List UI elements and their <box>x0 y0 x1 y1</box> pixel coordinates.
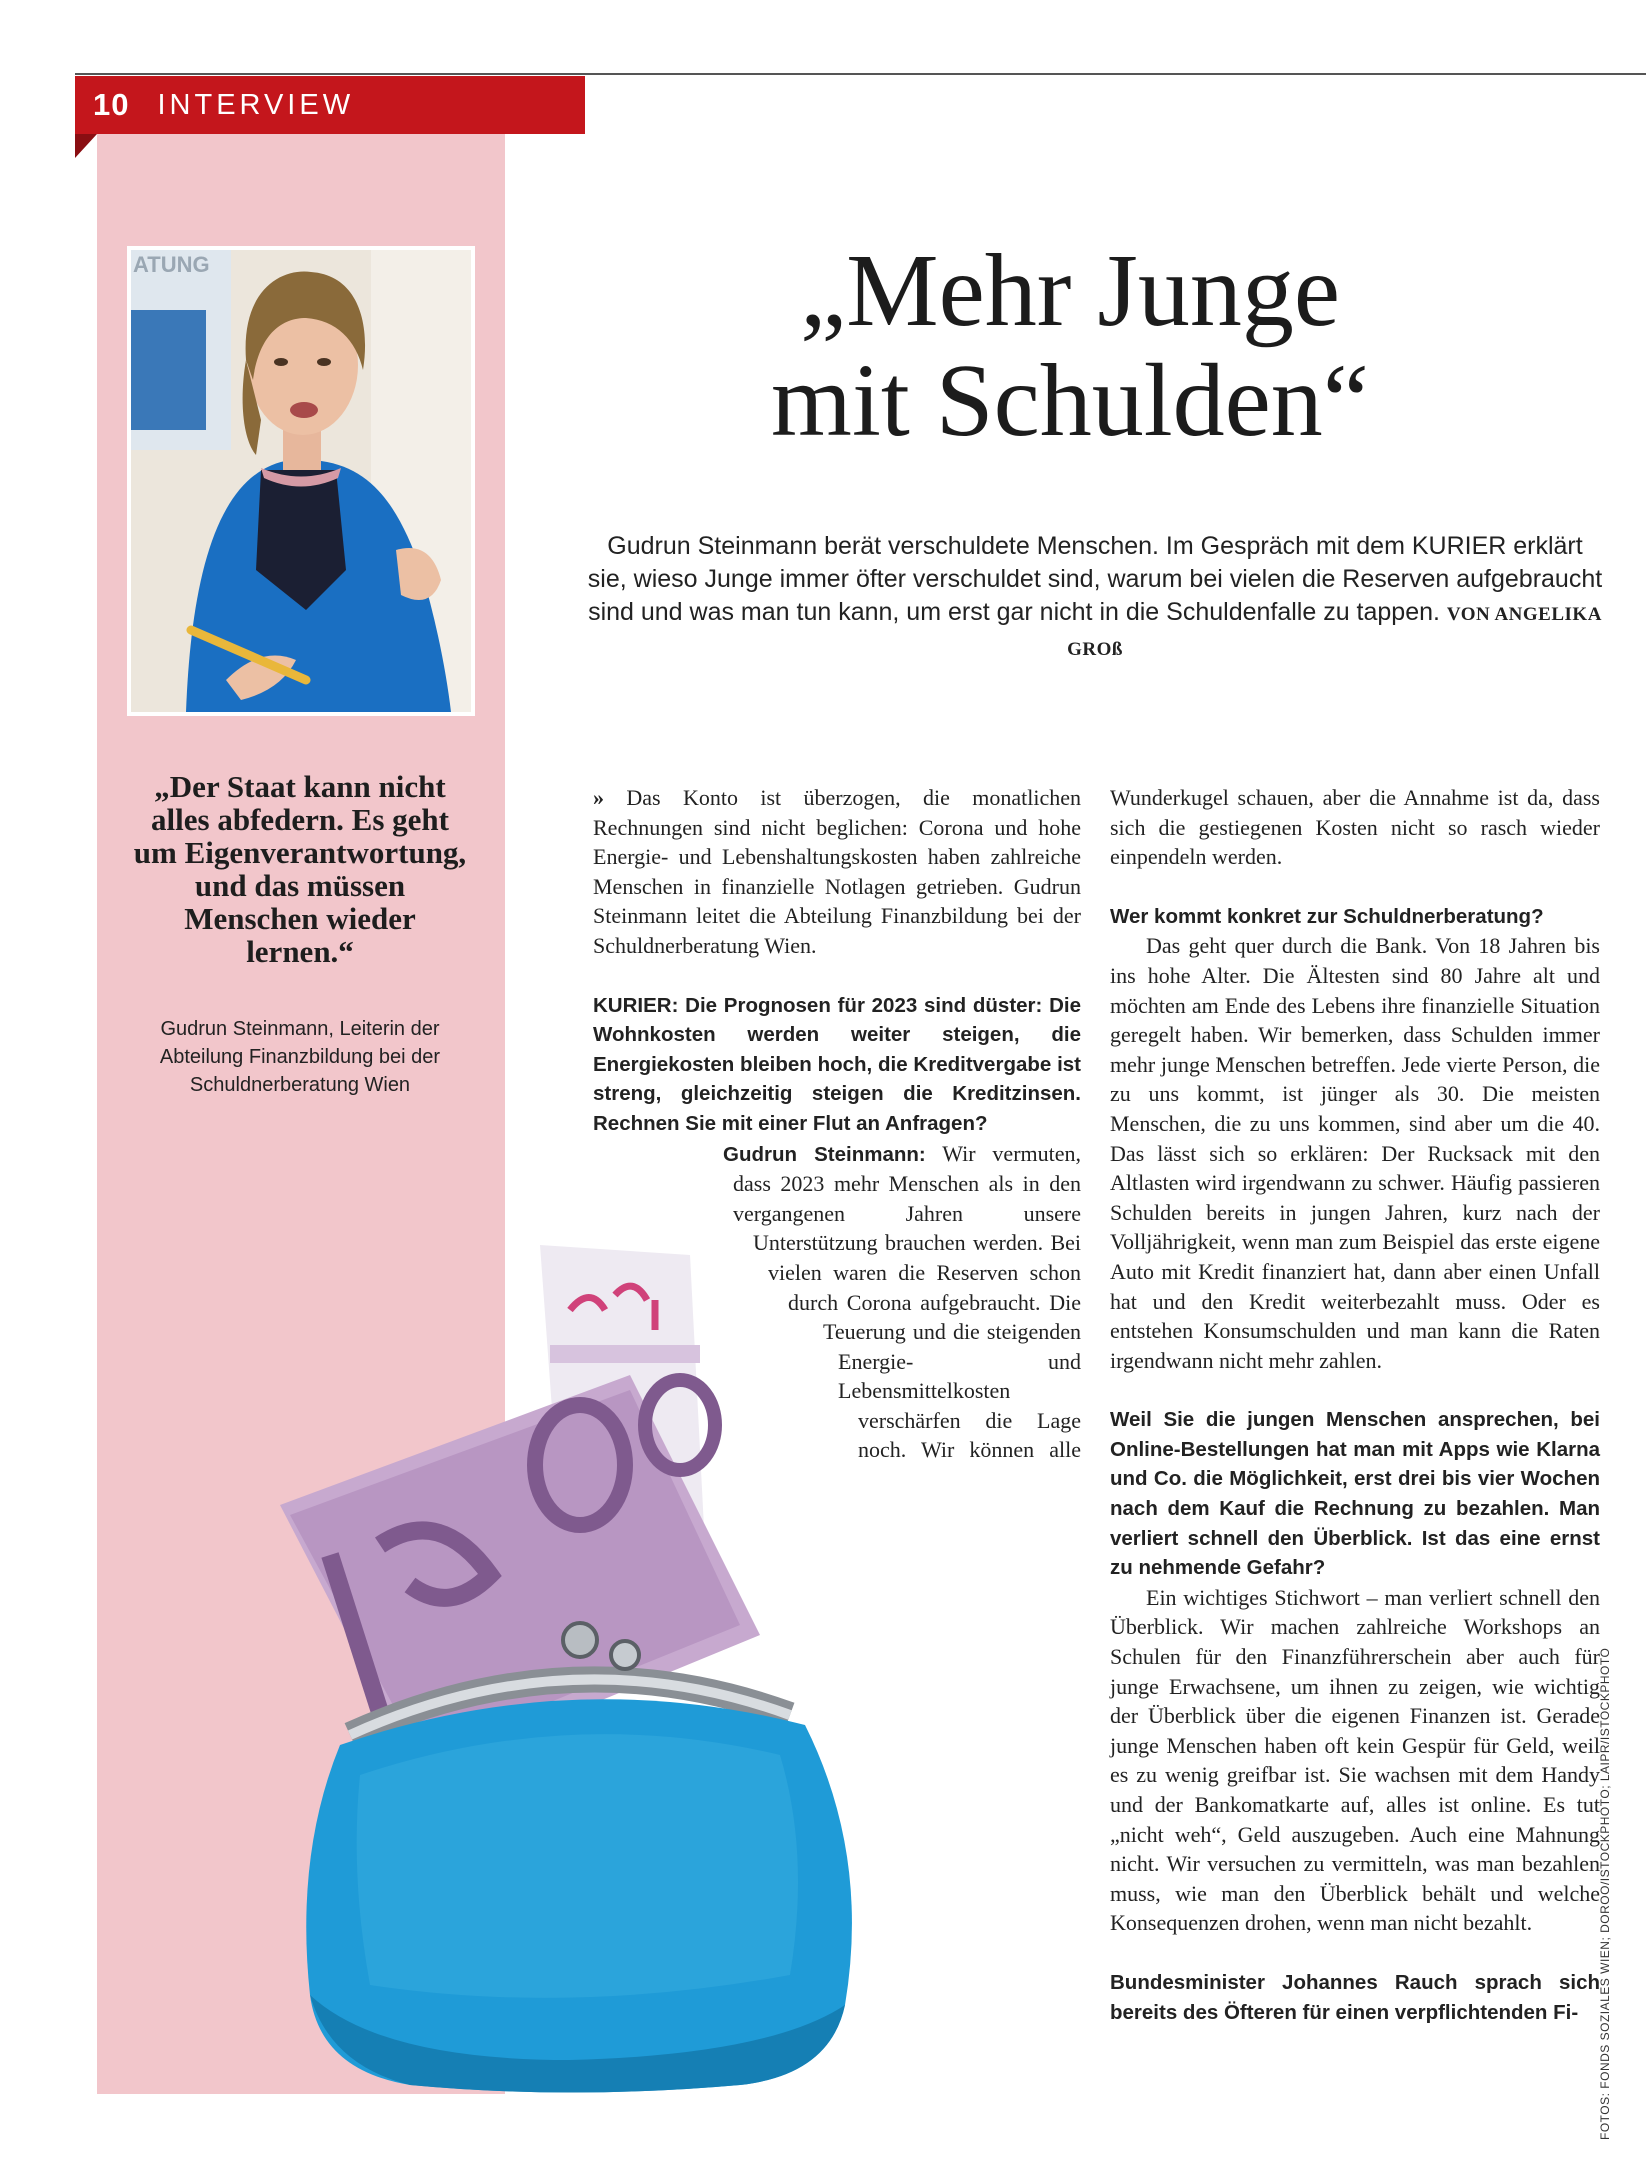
section-header <box>75 76 585 134</box>
section-label: INTERVIEW <box>157 88 355 121</box>
intro-text: Das Konto ist überzogen, die monatlichen Rechnungen sind nicht beglichen: Corona und hohe Energie- und Lebenshaltungskosten haben zahlreiche Menschen in finanzielle Notlagen getrieben. Gudrun Steinmann leitet die Abteilung Finanzbildung bei der Schuldnerberatung Wien. <box>593 785 1081 958</box>
pull-quote-credit: Gudrun Steinmann, Leiterin der Abteilung Finanzbildung bei der Schuldnerberatung Wien <box>159 1018 441 1096</box>
question-1: KURIER: Die Prognosen für 2023 sind düster: Die Wohnkosten werden weiter steigen, die Energiekosten bleiben hoch, die Kreditvergabe ist streng, gleichzeitig steigen die Kreditzinsen. Rechnen Sie mit einer Flut an Anfragen? <box>593 993 1081 1135</box>
answer-1-speaker: Gudrun Steinmann: <box>723 1142 926 1166</box>
headline-line-1: „Mehr Junge <box>799 233 1341 348</box>
article-column-2 <box>1110 783 1600 2027</box>
lead-paragraph <box>585 530 1605 666</box>
purse-illustration <box>270 1215 900 2095</box>
purse-body <box>306 1699 852 2092</box>
intro-paragraph <box>593 783 1081 961</box>
portrait-photo <box>127 246 475 716</box>
question-4: Bundesminister Johannes Rauch sprach sich bereits des Öfteren für einen verpflichtenden Fi- <box>1110 1970 1600 2024</box>
pull-quote: „Der Staat kann nicht alles abfedern. Es geht um Eigenverantwortung, und das müssen Menschen wieder lernen.“ <box>133 769 467 969</box>
headline <box>690 233 1450 458</box>
question-3: Weil Sie die jungen Menschen ansprechen, bei Online-Bestellungen hat man mit Apps wie Klarna und Co. die Möglichkeit, erst drei bis vier Wochen nach dem Kauf die Rechnung zu bezahlen. Man verliert schnell den Überblick. Ist das eine ernst zu nehmende Gefahr? <box>1110 1408 1600 1580</box>
header-fold <box>75 134 97 158</box>
page-number: 10 <box>93 87 130 122</box>
answer-3: Ein wichtiges Stichwort – man verliert schnell den Überblick. Wir machen zahlreiche Workshops an Schulen für den Finanzführerschein aber auch für junge Erwachsene, um ihnen zu zeigen, wie wichtig der Überblick über die eigenen Finanzen ist. Gerade junge Menschen haben oft kein Gespür für Geld, weil es zu wenig greifbar ist. Sie wachsen mit dem Handy und der Bankomatkarte auf, alles ist online. Es tut „nicht weh“, Geld auszugeben. Auch eine Mahnung nicht. Wir versuchen zu vermitteln, was man bezahlen muss, wie man den Überblick behält und welche Konsequenzen drohen, wenn man nicht bezahlt. <box>1110 1584 1600 1936</box>
headline-line-2: mit Schulden“ <box>771 343 1369 458</box>
answer-1-continued: Wunderkugel schauen, aber die Annahme ist da, dass sich die gestiegenen Kosten nicht so rasch wieder einpendeln werden. <box>1110 785 1600 870</box>
intro-marker: » <box>593 785 604 810</box>
top-rule <box>75 73 1646 75</box>
byline: VON ANGELIKA GROß <box>1067 604 1602 660</box>
answer-2: Das geht quer durch die Bank. Von 18 Jahren bis ins hohe Alter. Die Ältesten sind 80 Jahre alt und möchten am Ende des Lebens ihre finanzielle Situation geregelt haben. Wir bemerken, dass Schulden immer mehr junge Menschen betreffen. Jede vierte Person, die zu uns kommt, ist jünger als 30. Die meisten Menschen, die zu uns kommen, sind aber um die 40. Das lässt sich so erklären: Der Rucksack mit den Altlasten wird irgendwann zu schwer. Häufig passieren Schulden bereits in jungen Jahren, kurz nach der Volljährigkeit, wenn man zum Beispiel das erste eigene Auto mit Kredit finanziert hat, dann aber einen Unfall hat und den Kredit weiterbezahlt muss. Oder es entstehen Konsumschulden und man kann die Raten irgendwann nicht mehr zahlen. <box>1110 933 1600 1373</box>
photo-credit: FOTOS: FONDS SOZIALES WIEN; DOROO/ISTOCKPHOTO; LAIPR/ISTOCKPHOTO <box>1598 1647 1612 2140</box>
question-2: Wer kommt konkret zur Schuldnerberatung? <box>1110 904 1544 928</box>
lead-text: Gudrun Steinmann berät verschuldete Menschen. Im Gespräch mit dem KURIER erklärt sie, wieso Junge immer öfter verschuldet sind, warum bei vielen die Reserven aufgebraucht sind und was man tun kann, um erst gar nicht in die Schuldenfalle zu tappen. <box>587 532 1603 626</box>
portrait-sign-text: ATUNG <box>133 252 210 277</box>
answer-1-text: Wir vermuten, dass 2023 mehr Menschen als in den vergangenen Jahren unsere Unterstützung brauchen werden. Bei vielen waren die Reserven schon durch Corona aufgebraucht. Die Teuerung und die steigenden Energie- und Lebensmittelkosten verschärfen die Lage noch. Wir können alle <box>733 1140 1082 1463</box>
